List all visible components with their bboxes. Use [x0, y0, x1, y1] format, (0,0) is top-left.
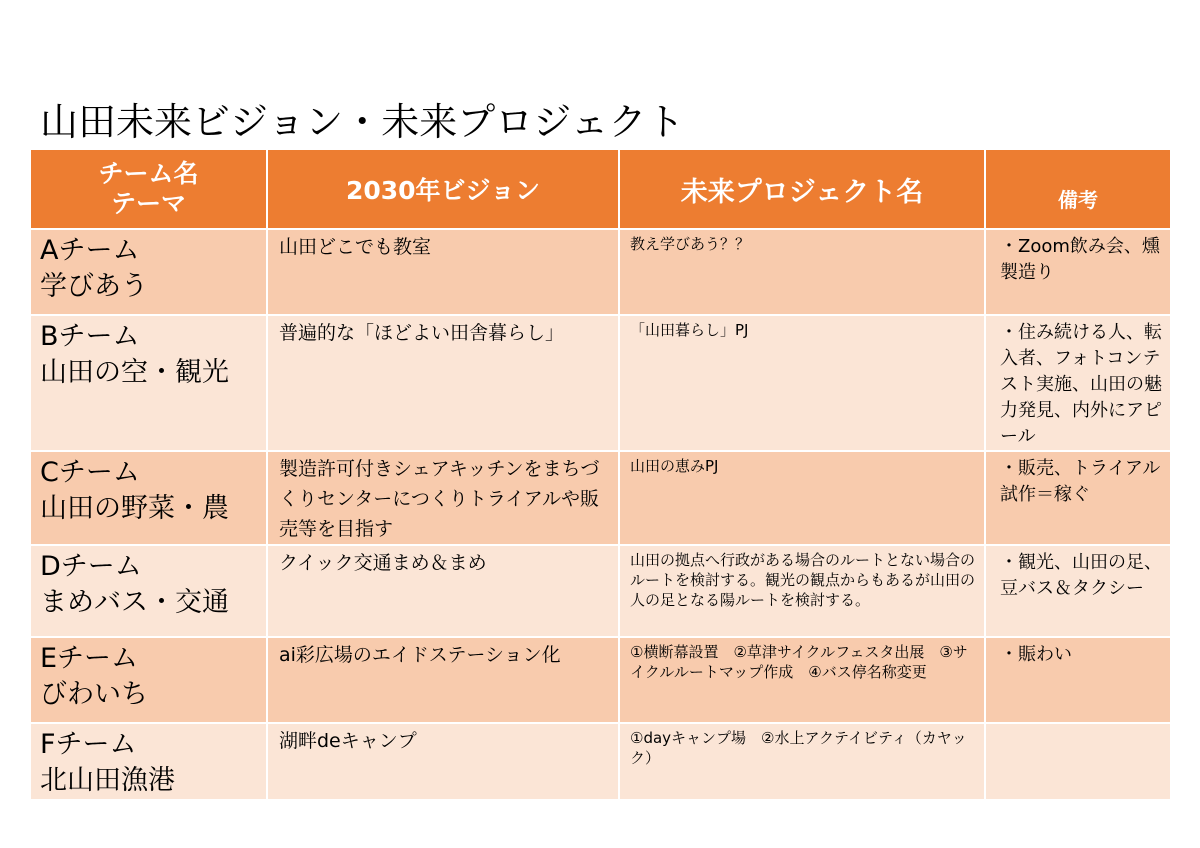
header-project: 未来プロジェクト名 — [619, 150, 985, 229]
cell-project — [619, 723, 985, 799]
team-label: Bチーム 山田の空・観光 — [40, 321, 229, 388]
team-label: Cチーム 山田の野菜・農 — [40, 457, 229, 524]
vision-table-container — [31, 150, 1170, 796]
cell-team — [31, 637, 267, 723]
cell-project — [619, 315, 985, 451]
vision-text: クイック交通まめ＆まめ — [279, 552, 487, 574]
cell-team — [31, 315, 267, 451]
team-label: Fチーム 北山田漁港 — [40, 729, 175, 796]
vision-text: 山田どこでも教室 — [279, 236, 432, 258]
vision-text: 製造許可付きシェアキッチンをまちづくりセンターにつくりトライアルや販売等を目指す — [279, 458, 600, 540]
cell-notes — [985, 637, 1170, 723]
team-label: Eチーム びわいち — [40, 643, 148, 710]
project-text: 教え学びあう？？ — [630, 235, 751, 253]
notes-text — [986, 724, 1170, 728]
vision-text: 湖畔deキャンプ — [279, 730, 417, 752]
team-label: Aチーム 学びあう — [40, 235, 148, 302]
team-label: Dチーム まめバス・交通 — [40, 551, 229, 618]
cell-notes — [985, 229, 1170, 315]
project-text: ①横断幕設置 ②草津サイクルフェスタ出展 ③サイクルルートマップ作成 ④バス停名称変更 — [630, 643, 968, 681]
vision-table — [31, 150, 1170, 799]
cell-team — [31, 229, 267, 315]
notes-text: ・観光、山田の足、豆バス＆タクシー — [1000, 552, 1162, 599]
cell-vision — [267, 545, 619, 637]
project-text: 「山田暮らし」PJ — [630, 321, 749, 339]
cell-notes — [985, 545, 1170, 637]
header-vision: 2030年ビジョン — [267, 150, 619, 229]
project-text: ①dayキャンプ場 ②水上アクテイビティ（カヤック） — [630, 729, 967, 767]
cell-project — [619, 637, 985, 723]
cell-vision — [267, 451, 619, 545]
table-row — [31, 229, 1170, 315]
notes-text: ・賑わい — [1000, 644, 1072, 665]
table-row — [31, 451, 1170, 545]
vision-text: 普遍的な「ほどよい田舎暮らし」 — [279, 322, 565, 344]
cell-vision — [267, 637, 619, 723]
page-title: 山田未来ビジョン・未来プロジェクト — [40, 100, 685, 144]
notes-text: ・販売、トライアル試作＝稼ぐ — [1000, 458, 1161, 505]
table-row — [31, 637, 1170, 723]
cell-vision — [267, 229, 619, 315]
project-text: 山田の拠点へ行政がある場合のルートとない場合のルートを検討する。観光の観点からもあるが山田の人の足となる陽ルートを検討する。 — [630, 551, 976, 609]
cell-vision — [267, 315, 619, 451]
project-text: 山田の恵みPJ — [630, 457, 719, 475]
cell-team — [31, 451, 267, 545]
cell-notes — [985, 451, 1170, 545]
cell-project — [619, 229, 985, 315]
vision-text: ai彩広場のエイドステーション化 — [279, 644, 561, 666]
cell-team — [31, 545, 267, 637]
table-row — [31, 315, 1170, 451]
header-notes: 備考 — [985, 150, 1170, 229]
notes-text: ・住み続ける人、転入者、フォトコンテスト実施、山田の魅力発見、内外にアピール — [1000, 322, 1162, 447]
notes-text: ・Zoom飲み会、燻製造り — [1000, 236, 1160, 283]
cell-project — [619, 451, 985, 545]
table-row — [31, 723, 1170, 799]
cell-vision — [267, 723, 619, 799]
table-row — [31, 545, 1170, 637]
cell-project — [619, 545, 985, 637]
table-header-row — [31, 150, 1170, 229]
header-team: チーム名 テーマ — [31, 150, 267, 229]
cell-notes — [985, 315, 1170, 451]
cell-notes — [985, 723, 1170, 799]
cell-team — [31, 723, 267, 799]
